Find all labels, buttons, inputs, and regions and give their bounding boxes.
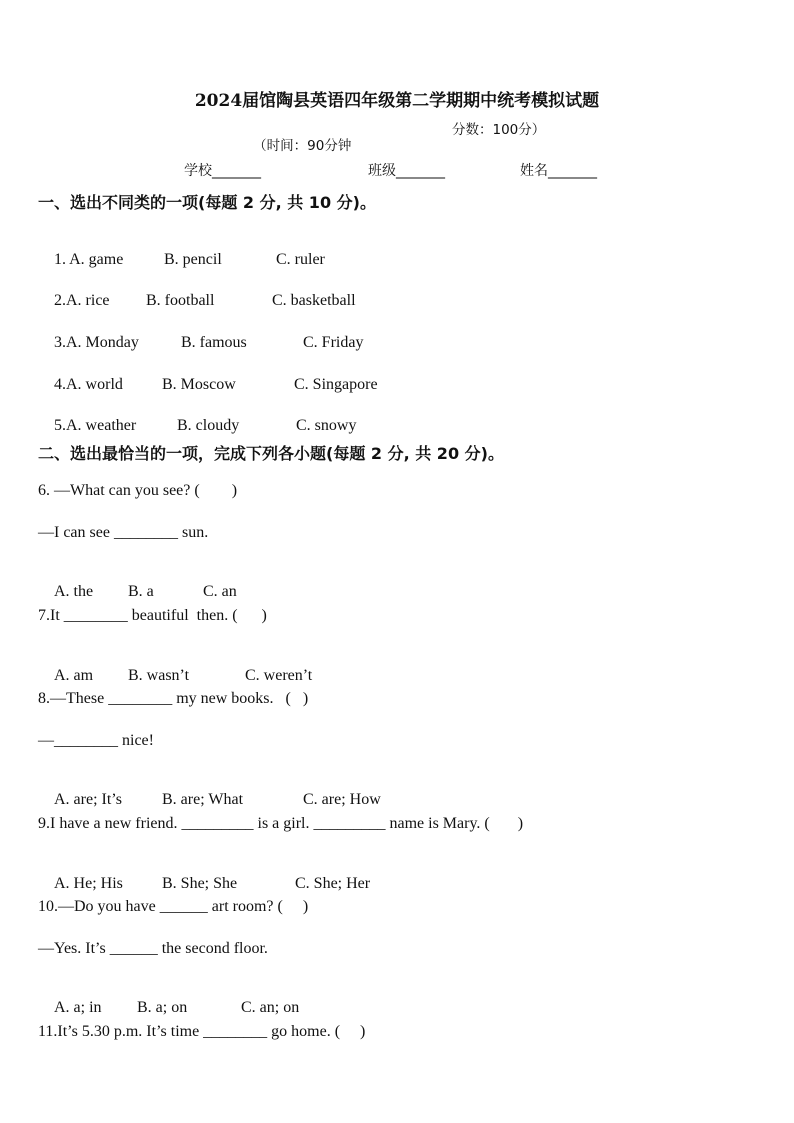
option-c[interactable]: C. She; Her	[295, 875, 371, 892]
option-a[interactable]: A. the	[54, 583, 94, 600]
question-10-reply: —Yes. It’s ______ the second floor.	[38, 940, 268, 957]
score-label: 分数：100分）	[452, 122, 546, 138]
option-c[interactable]: C. basketball	[272, 292, 356, 309]
class-field[interactable]: 班级_______	[368, 163, 445, 179]
option-a[interactable]: A. He; His	[54, 875, 123, 892]
name-field[interactable]: 姓名_______	[520, 163, 597, 179]
question-11: 11.It’s 5.30 p.m. It’s time ________ go home. ( )	[38, 1023, 366, 1040]
option-a[interactable]: 5.A. weather	[54, 417, 137, 434]
option-b[interactable]: B. pencil	[164, 251, 222, 268]
option-c[interactable]: C. an; on	[241, 999, 300, 1016]
question-8-reply: —________ nice!	[38, 732, 154, 749]
time-label: （时间：90分钟	[253, 138, 352, 154]
option-a[interactable]: A. am	[54, 667, 94, 684]
section1-heading: 一、选出不同类的一项(每题 2 分, 共 10 分)。	[38, 193, 376, 212]
option-c[interactable]: C. snowy	[296, 417, 357, 434]
question-8: 8.—These ________ my new books. ( )	[38, 690, 309, 707]
option-b[interactable]: B. cloudy	[177, 417, 240, 434]
option-a[interactable]: A. a; in	[54, 999, 102, 1016]
option-a[interactable]: 4.A. world	[54, 376, 123, 393]
question-7: 7.It ________ beautiful then. ( )	[38, 607, 267, 624]
option-a[interactable]: 1. A. game	[54, 251, 124, 268]
option-c[interactable]: C. weren’t	[245, 667, 313, 684]
option-b[interactable]: B. She; She	[162, 875, 238, 892]
question-9: 9.I have a new friend. _________ is a girl. _________ name is Mary. ( )	[38, 815, 524, 832]
option-b[interactable]: B. Moscow	[162, 376, 236, 393]
option-a[interactable]: 3.A. Monday	[54, 334, 139, 351]
option-b[interactable]: B. a; on	[137, 999, 188, 1016]
section2-heading: 二、选出最恰当的一项，完成下列各小题(每题 2 分, 共 20 分)。	[38, 444, 504, 463]
option-c[interactable]: C. ruler	[276, 251, 325, 268]
option-b[interactable]: B. wasn’t	[128, 667, 190, 684]
option-b[interactable]: B. football	[146, 292, 215, 309]
school-field[interactable]: 学校_______	[184, 163, 261, 179]
option-b[interactable]: B. a	[128, 583, 154, 600]
option-c[interactable]: C. Singapore	[294, 376, 378, 393]
option-b[interactable]: B. famous	[181, 334, 247, 351]
question-6: 6. —What can you see? ( )	[38, 482, 238, 499]
question-10: 10.—Do you have ______ art room? ( )	[38, 898, 309, 915]
option-c[interactable]: C. an	[203, 583, 237, 600]
question-6-reply: —I can see ________ sun.	[38, 524, 209, 541]
option-b[interactable]: B. are; What	[162, 791, 244, 808]
option-a[interactable]: A. are; It’s	[54, 791, 122, 808]
option-a[interactable]: 2.A. rice	[54, 292, 110, 309]
exam-title: 2024届馆陶县英语四年级第二学期期中统考模拟试题	[194, 91, 600, 111]
option-c[interactable]: C. are; How	[303, 791, 381, 808]
option-c[interactable]: C. Friday	[303, 334, 364, 351]
